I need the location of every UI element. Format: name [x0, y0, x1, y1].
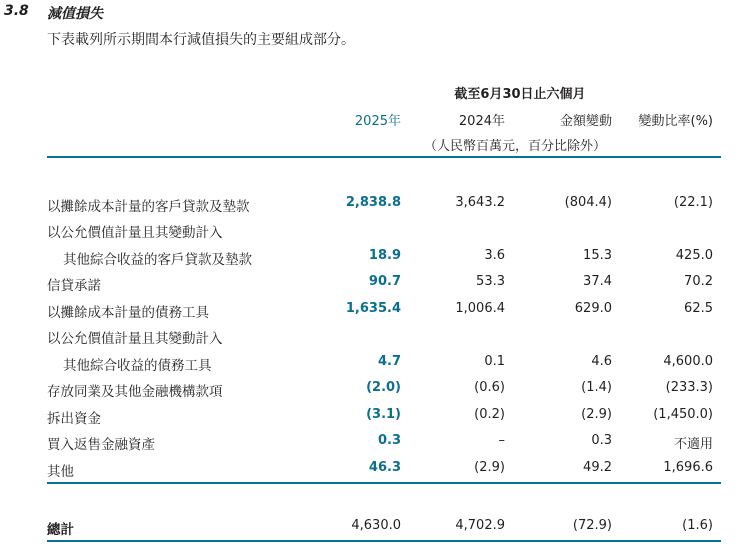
row-value-2025: 46.3: [368, 460, 401, 475]
row-value-2024: 0.1: [484, 354, 505, 369]
column-header-change: 金額變動: [559, 114, 612, 129]
row-value-ratio: 425.0: [675, 248, 713, 263]
subtotal-rule: [47, 482, 721, 484]
total-ratio: (1.6): [682, 518, 713, 533]
row-value-change: (804.4): [564, 195, 612, 210]
row-value-ratio: (22.1): [673, 195, 713, 210]
row-label: 其他綜合收益的客戶貸款及墊款: [63, 252, 252, 268]
total-2024: 4,702.9: [455, 518, 505, 533]
column-header-2025: 2025年: [354, 114, 401, 129]
row-label: 以攤餘成本計量的債務工具: [47, 305, 209, 321]
row-value-2025: 1,635.4: [345, 301, 401, 316]
row-value-change: 37.4: [583, 274, 612, 289]
row-value-2025: 0.3: [377, 433, 401, 448]
row-value-change: 629.0: [574, 301, 612, 316]
total-change: (72.9): [572, 518, 612, 533]
row-label: 買入返售金融資產: [47, 437, 155, 453]
row-label: 拆出資金: [47, 411, 101, 427]
row-value-2024: 3.6: [484, 248, 505, 263]
row-value-change: (2.9): [581, 407, 612, 422]
row-value-2024: (0.2): [474, 407, 505, 422]
row-value-ratio: 1,696.6: [663, 460, 713, 475]
row-value-ratio: 62.5: [684, 301, 713, 316]
row-value-2024: (0.6): [474, 380, 505, 395]
total-rule: [47, 540, 721, 542]
row-label: 以公允價值計量且其變動計入: [47, 225, 223, 241]
row-value-2024: (2.9): [474, 460, 505, 475]
row-label: 以公允價值計量且其變動計入: [47, 331, 223, 347]
row-label: 存放同業及其他金融機構款項: [47, 384, 223, 400]
row-value-ratio: (233.3): [665, 380, 713, 395]
units-note: （人民幣百萬元，百分比除外）: [423, 139, 606, 154]
section-number: 3.8: [4, 3, 29, 19]
intro-text: 下表載列所示期間本行減值損失的主要組成部分。: [47, 32, 355, 48]
row-value-2025: 2,838.8: [345, 195, 401, 210]
row-label: 信貸承諾: [47, 278, 101, 294]
column-header-2024: 2024年: [458, 114, 505, 129]
row-label: 其他: [47, 464, 74, 480]
header-rule: [47, 156, 721, 158]
total-2025: 4,630.0: [351, 518, 401, 533]
row-value-2024: 53.3: [476, 274, 505, 289]
total-label: 總計: [47, 522, 74, 538]
row-value-change: 15.3: [583, 248, 612, 263]
row-value-2025: (2.0): [366, 380, 401, 395]
row-value-ratio: (1,450.0): [653, 407, 713, 422]
row-value-change: 0.3: [591, 433, 612, 448]
row-value-2024: 1,006.4: [455, 301, 505, 316]
period-header: 截至6月30日止六個月: [454, 87, 586, 102]
row-value-2025: 4.7: [377, 354, 401, 369]
row-value-ratio: 4,600.0: [663, 354, 713, 369]
row-value-2025: 90.7: [368, 274, 401, 289]
row-value-change: (1.4): [581, 380, 612, 395]
row-value-2025: 18.9: [368, 248, 401, 263]
row-value-2024: –: [498, 433, 505, 448]
row-value-2025: (3.1): [366, 407, 401, 422]
row-label: 其他綜合收益的債務工具: [63, 358, 212, 374]
row-value-2024: 3,643.2: [455, 195, 505, 210]
row-value-change: 49.2: [583, 460, 612, 475]
row-label: 以攤餘成本計量的客戶貸款及墊款: [47, 199, 250, 215]
row-value-ratio: 70.2: [684, 274, 713, 289]
row-value-ratio: 不適用: [673, 437, 713, 452]
row-value-change: 4.6: [591, 354, 612, 369]
section-title: 減值損失: [47, 6, 103, 22]
column-header-ratio: 變動比率(%): [638, 114, 713, 129]
